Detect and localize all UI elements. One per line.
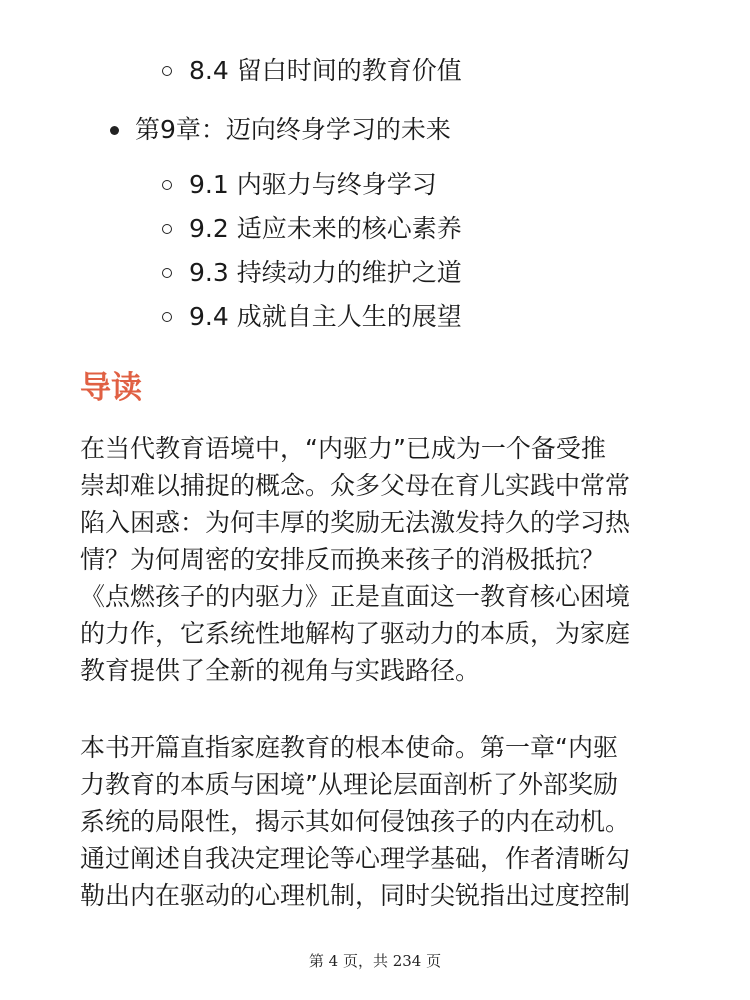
filled-bullet-icon bbox=[110, 126, 119, 135]
toc-chapter-label: 第9章：迈向终身学习的未来 bbox=[135, 115, 451, 144]
toc-item-label: 8.4 留白时间的教育价值 bbox=[189, 56, 462, 85]
toc-item-9-3 bbox=[162, 256, 462, 290]
hollow-bullet-icon bbox=[162, 312, 172, 322]
text-line: 勒出内在驱动的心理机制，同时尖锐指出过度控制 bbox=[80, 881, 631, 910]
text-line: 的力作，它系统性地解构了驱动力的本质，为家庭 bbox=[80, 619, 631, 648]
paragraph-2 bbox=[80, 729, 680, 914]
text-line: 通过阐述自我决定理论等心理学基础，作者清晰勾 bbox=[80, 844, 631, 873]
text-line: 陷入困惑：为何丰厚的奖励无法激发持久的学习热 bbox=[80, 508, 631, 537]
section-title: 导读 bbox=[80, 370, 142, 406]
text-line: 教育提供了全新的视角与实践路径。 bbox=[80, 656, 481, 685]
text-line: 崇却难以捕捉的概念。众多父母在育儿实践中常常 bbox=[80, 471, 631, 500]
hollow-bullet-icon bbox=[162, 268, 172, 278]
toc-item-9-1 bbox=[162, 168, 437, 202]
text-line: 《点燃孩子的内驱力》正是直面这一教育核心困境 bbox=[80, 582, 631, 611]
text-line: 力教育的本质与困境”从理论层面剖析了外部奖励 bbox=[80, 770, 618, 799]
toc-item-label: 9.4 成就自主人生的展望 bbox=[189, 302, 462, 331]
hollow-bullet-icon bbox=[162, 224, 172, 234]
hollow-bullet-icon bbox=[162, 180, 172, 190]
text-line: 在当代教育语境中，“内驱力”已成为一个备受推 bbox=[80, 434, 606, 463]
text-line: 情？为何周密的安排反而换来孩子的消极抵抗？ bbox=[80, 545, 606, 574]
hollow-bullet-icon bbox=[162, 66, 172, 76]
text-line: 本书开篇直指家庭教育的根本使命。第一章“内驱 bbox=[80, 733, 618, 762]
toc-item-label: 9.1 内驱力与终身学习 bbox=[189, 170, 437, 199]
page-number: 第 4 页，共 234 页 bbox=[308, 952, 442, 970]
toc-item-8-4 bbox=[162, 54, 462, 88]
text-line: 系统的局限性，揭示其如何侵蚀孩子的内在动机。 bbox=[80, 807, 631, 836]
toc-item-label: 9.2 适应未来的核心素养 bbox=[189, 214, 462, 243]
toc-chapter-9 bbox=[110, 113, 451, 147]
paragraph-1 bbox=[80, 430, 680, 689]
toc-item-9-4 bbox=[162, 300, 462, 334]
toc-item-9-2 bbox=[162, 212, 462, 246]
toc-item-label: 9.3 持续动力的维护之道 bbox=[189, 258, 462, 287]
